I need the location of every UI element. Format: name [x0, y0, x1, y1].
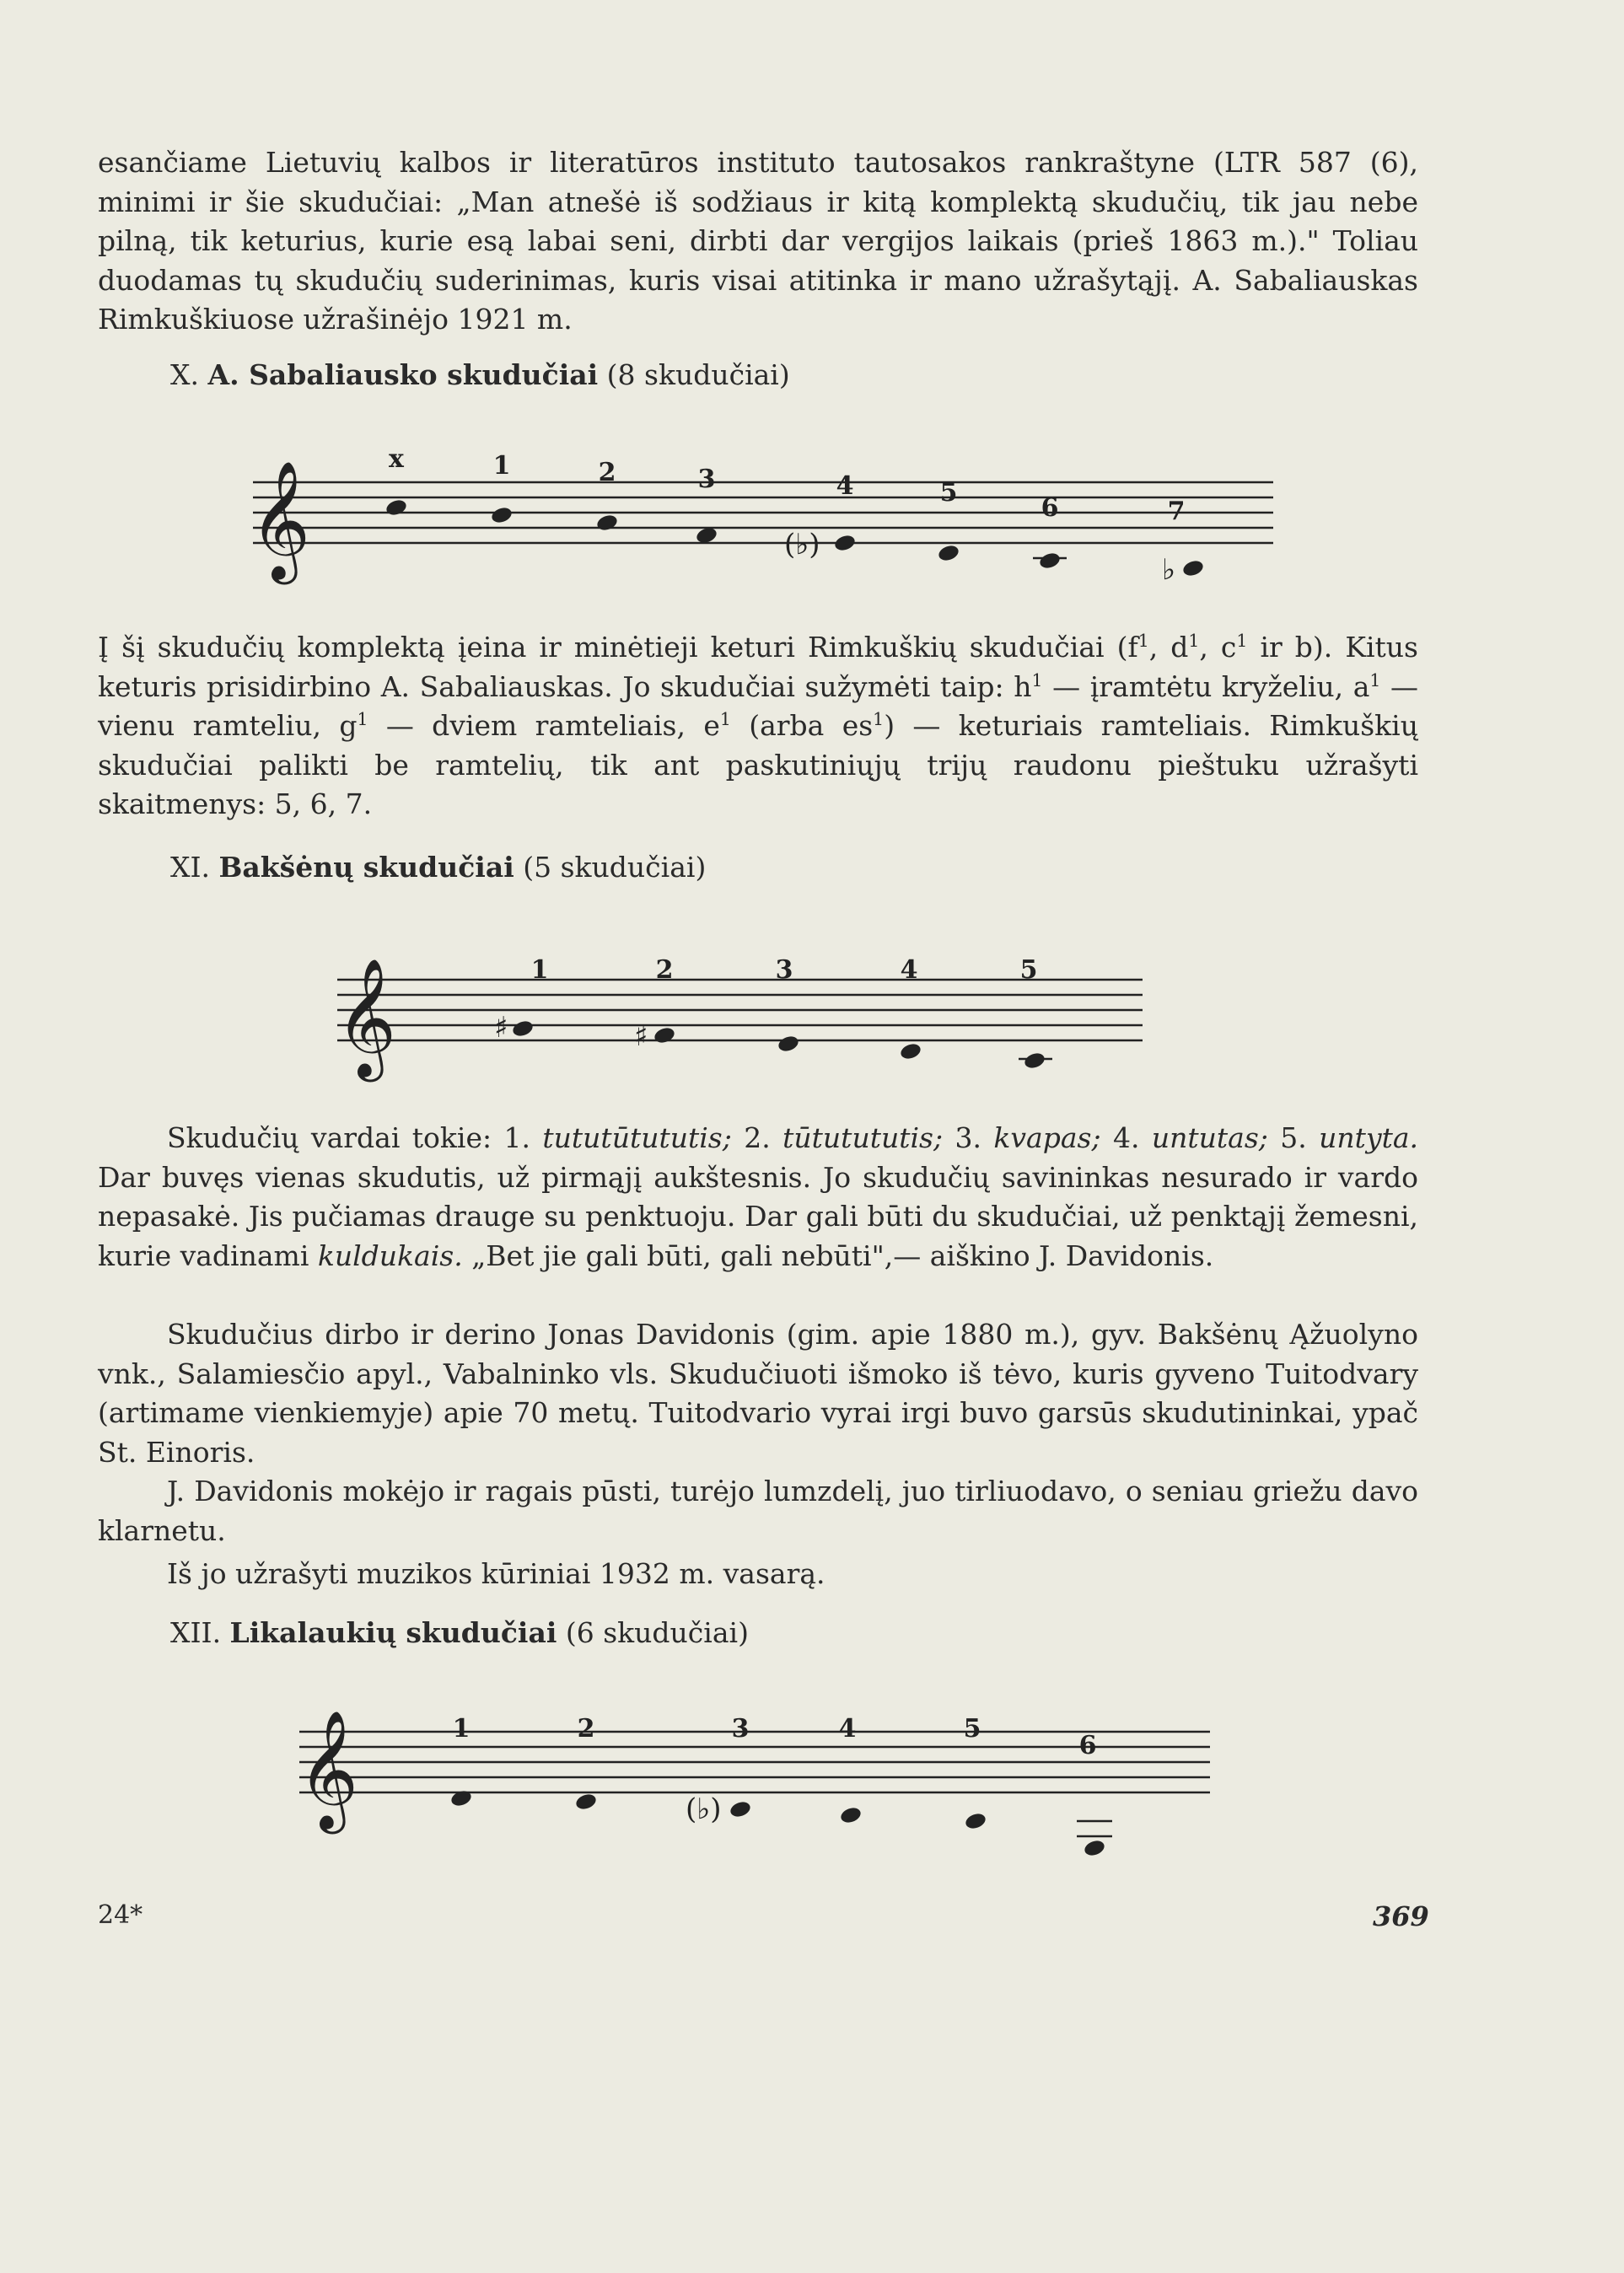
- paragraph-uzrasyti: Iš jo užrašyti muzikos kūriniai 1932 m. vasarą.: [167, 1557, 825, 1590]
- treble-clef-icon: 𝄞: [250, 459, 311, 579]
- staff-xi-label-1: 1: [530, 955, 549, 985]
- staff-x-label-4: 4: [836, 471, 854, 501]
- staff-x-label-6: 6: [1041, 493, 1059, 523]
- treble-clef-icon: 𝄞: [298, 1709, 359, 1829]
- staff-xi-label-5: 5: [1019, 955, 1038, 985]
- staff-x-label-1: 1: [492, 451, 511, 481]
- page-number: 369: [1373, 1900, 1429, 1932]
- paragraph-intro: esančiame Lietuvių kalbos ir literatūros instituto tautosakos rankraštyne (LTR 587 (6), minimi ir šie skudučiai: „Man atnešė iš sodžiaus ir kitą komplektą skudučių, tik jau nebe pilną, tik keturius, kurie esą labai seni, dirbti dar vergijos laikais (prieš 1863 m.)." Toliau duodamas tų skudučių suderinimas, kuris visai atitinka ir mano užrašytąjį. A. Sabaliauskas Rimkuškiuose užrašinėjo 1921 m.: [98, 146, 1418, 336]
- flat-paren-accidental: (♭): [686, 1792, 722, 1826]
- staff-xii-label-1: 1: [452, 1714, 471, 1744]
- staff-x-label-x: x: [389, 444, 404, 474]
- sharp-accidental-2: ♯: [634, 1019, 648, 1053]
- flat-accidental: ♭: [1162, 553, 1176, 587]
- signature-mark: 24*: [98, 1900, 143, 1930]
- staff-xi-label-2: 2: [655, 955, 674, 985]
- staff-x-label-3: 3: [697, 465, 716, 494]
- paragraph-vardai: Skudučių vardai tokie: 1. tututūtututis; 2. tūtutututis; 3. kvapas; 4. untutas; 5. untyta. Dar buvęs vienas skudutis, už pirmąjį aukštesnis. Jo skudučių savininkas nesurado ir vardo nepasakė. Jis pučiamas drauge su penktuoju. Dar gali būti du skudučiai, už penktąjį žemesni, kurie vadinami kuldukais. „Bet jie gali būti, gali nebūti",— aiškino J. Davidonis.: [98, 1121, 1419, 1272]
- section-heading-x: X. A. Sabaliausko skudučiai (8 skudučiai): [170, 358, 790, 391]
- section-heading-xii: XII. Likalaukių skudučiai (6 skudučiai): [170, 1616, 749, 1649]
- staff-xii-label-4: 4: [838, 1714, 857, 1744]
- paragraph-komplektas: Į šį skudučių komplektą įeina ir minėtieji keturi Rimkuškių skudučiai ($f^1$, $d^1$, $c^1$ ir b). Kitus keturis prisidirbino A. Sabaliauskas. Jo skudučiai sužymėti taip: $h^1$ — įramtėtu kryželiu, $a^1$ — vienu ramteliu, $g^1$ — dviem ramteliais, $e^1$ (arba $es^1$) — keturiais ramteliais. Rimkuškių skudučiai palikti be ramtelių, tik ant paskutiniųjų trijų raudonu pieštuku užrašyti skaitmenys: 5, 6, 7.: [98, 631, 1418, 820]
- flat-paren-accidental: (♭): [784, 528, 820, 562]
- staff-xii-label-6: 6: [1078, 1731, 1097, 1760]
- staff-x-label-2: 2: [598, 458, 616, 487]
- staff-x-label-7: 7: [1167, 497, 1186, 526]
- staff-xi-label-3: 3: [775, 955, 793, 985]
- staff-xii: [291, 1703, 1218, 1872]
- staff-x-label-5: 5: [939, 478, 958, 508]
- staff-xi: [329, 944, 1155, 1088]
- treble-clef-icon: 𝄞: [336, 957, 397, 1077]
- staff-xii-label-5: 5: [963, 1714, 981, 1744]
- section-heading-xi: XI. Bakšėnų skudučiai (5 skudučiai): [170, 851, 707, 884]
- staff-xii-label-3: 3: [731, 1714, 750, 1744]
- staff-xii-label-2: 2: [577, 1714, 595, 1744]
- staff-x: [245, 430, 1282, 599]
- sharp-accidental: ♯: [494, 1011, 508, 1045]
- paragraph-davidonis: Skudučius dirbo ir derino Jonas Davidonis (gim. apie 1880 m.), gyv. Bakšėnų Ąžuolyno vnk., Salamiesčio apyl., Vabalninko vls. Skudučiuoti išmoko iš tėvo, kuris gyveno Tuitodvary (artimame vienkiemyje) apie 70 metų. Tuitodvario vyrai irgi buvo garsūs skudutininkai, ypač St. Einoris.: [98, 1318, 1418, 1469]
- paragraph-ragai: J. Davidonis mokėjo ir ragais pūsti, turėjo lumzdelį, juo tirliuodavo, o seniau griežu davo klarnetu.: [98, 1475, 1418, 1547]
- staff-xi-label-4: 4: [900, 955, 918, 985]
